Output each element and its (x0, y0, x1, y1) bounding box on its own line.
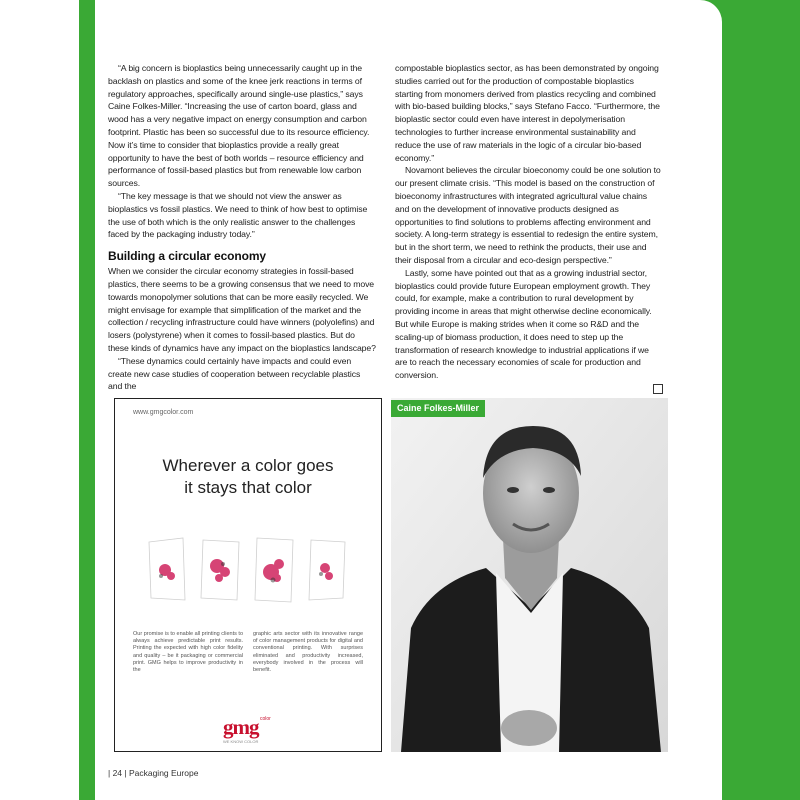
ad-body-text: graphic arts sector with its innovative range of color management products for digital and conventional printing. With surprises eliminated and productivity increased, everybody involved in the process will benefit. (253, 631, 363, 674)
portrait-photo (391, 398, 668, 752)
gmg-advertisement (114, 398, 382, 752)
paragraph: “These dynamics could certainly have impacts and could even create new case studies of cooperation between recyclable plastics and the (108, 355, 361, 392)
paragraph: When we consider the circular economy strategies in fossil-based plastics, there seems to be a growing consensus that we need to move towards monopolymer solutions that can be more easily recycled. We might envisage for example that simplification of the market and the collection / recycling infrastructure could have winners (polyolefins) and losers (polystyrene) when it comes to fossil-based plastics. But do these kinds of dynamics have any impact on the bioplastics landscape? (108, 266, 376, 353)
ad-headline (115, 455, 381, 499)
gmg-logo-tag: color (260, 716, 271, 722)
article-column-right (395, 62, 663, 394)
paragraph: Novamont believes the circular bioeconomy could be one solution to our present climate crisis. “This model is based on the construction of bioeconomy infrastructures with integrated agricultural value chains and on the development of innovative products designed as opportunities to find solutions to problems affecting environment and society. A long-term strategy is essential to redesign the entire system, but in the short term, we need to rethink the products, their use and their disposal from a circular and eco-design perspective.” (395, 165, 661, 265)
photo-caption: Caine Folkes-Miller (391, 400, 485, 417)
section-heading: Building a circular economy (108, 249, 267, 264)
paragraph: Lastly, some have pointed out that as a growing industrial sector, bioplastics could provide future European employment growth. They could, for example, make a contribution to rural development by providing income in areas that might otherwise decline economically. But while Europe is making strides when it come so R&D and the scaling-up of biomass production, it does need to step up the transformation of research knowledge to industrial applications if we are to reach the necessary economies of scale for production and conversion. (395, 267, 652, 381)
portrait-image (391, 398, 668, 752)
ad-headline-line: it stays that color (184, 478, 312, 497)
paragraph: “A big concern is bioplastics being unnecessarily caught up in the backlash on plastics and some of the knee jerk reactions in terms of regulatory approaches, specifically around single-use plastics,” says Caine Folkes-Miller. “Increasing the use of carton board, glass and wood has a very negative impact on energy consumption and carbon footprint. Plastic has been so successful due to its resource efficiency. Now it’s time to consider that bioplastics provide a really great opportunity to have the best of both worlds – resource efficiency and performance of fossil-based plastics but from renewable low carbon sources. (108, 63, 370, 189)
end-of-article-icon (653, 384, 663, 394)
article-column-left (108, 62, 376, 393)
ad-body-text: Our promise is to enable all printing clients to always achieve predictable print results. Printing the expected with high color fidelity and quality – be it packaging or commercial print. GMG helps to improve productivity in the (133, 631, 243, 674)
product-packages-image (135, 534, 361, 604)
gmg-logo-tagline: WE KNOW COLOR (223, 739, 259, 744)
ad-headline-line: Wherever a color goes (162, 456, 334, 475)
ad-url: www.gmgcolor.com (133, 409, 194, 416)
paragraph: compostable bioplastics sector, as has been demonstrated by ongoing studies carried out for the production of compostable bioplastics starting from monomers derived from plastics recycling and combined with bio-based building blocks,” says Stefano Facco. “Furthermore, the bioplastic sector could even have interest in depolymerisation technologies to further increase environmental sustainability and reduce the use of raw materials in the logic of a circular bio-based economy.” (395, 63, 660, 163)
page-footer: | 24 | Packaging Europe (108, 768, 199, 778)
gmg-logo: gmg (223, 715, 259, 739)
paragraph: “The key message is that we should not view the answer as bioplastics vs fossil plastics. We need to think of how best to optimise the use of both which is the only realistic answer to the challenges faced by the packaging industry today.” (108, 190, 368, 240)
